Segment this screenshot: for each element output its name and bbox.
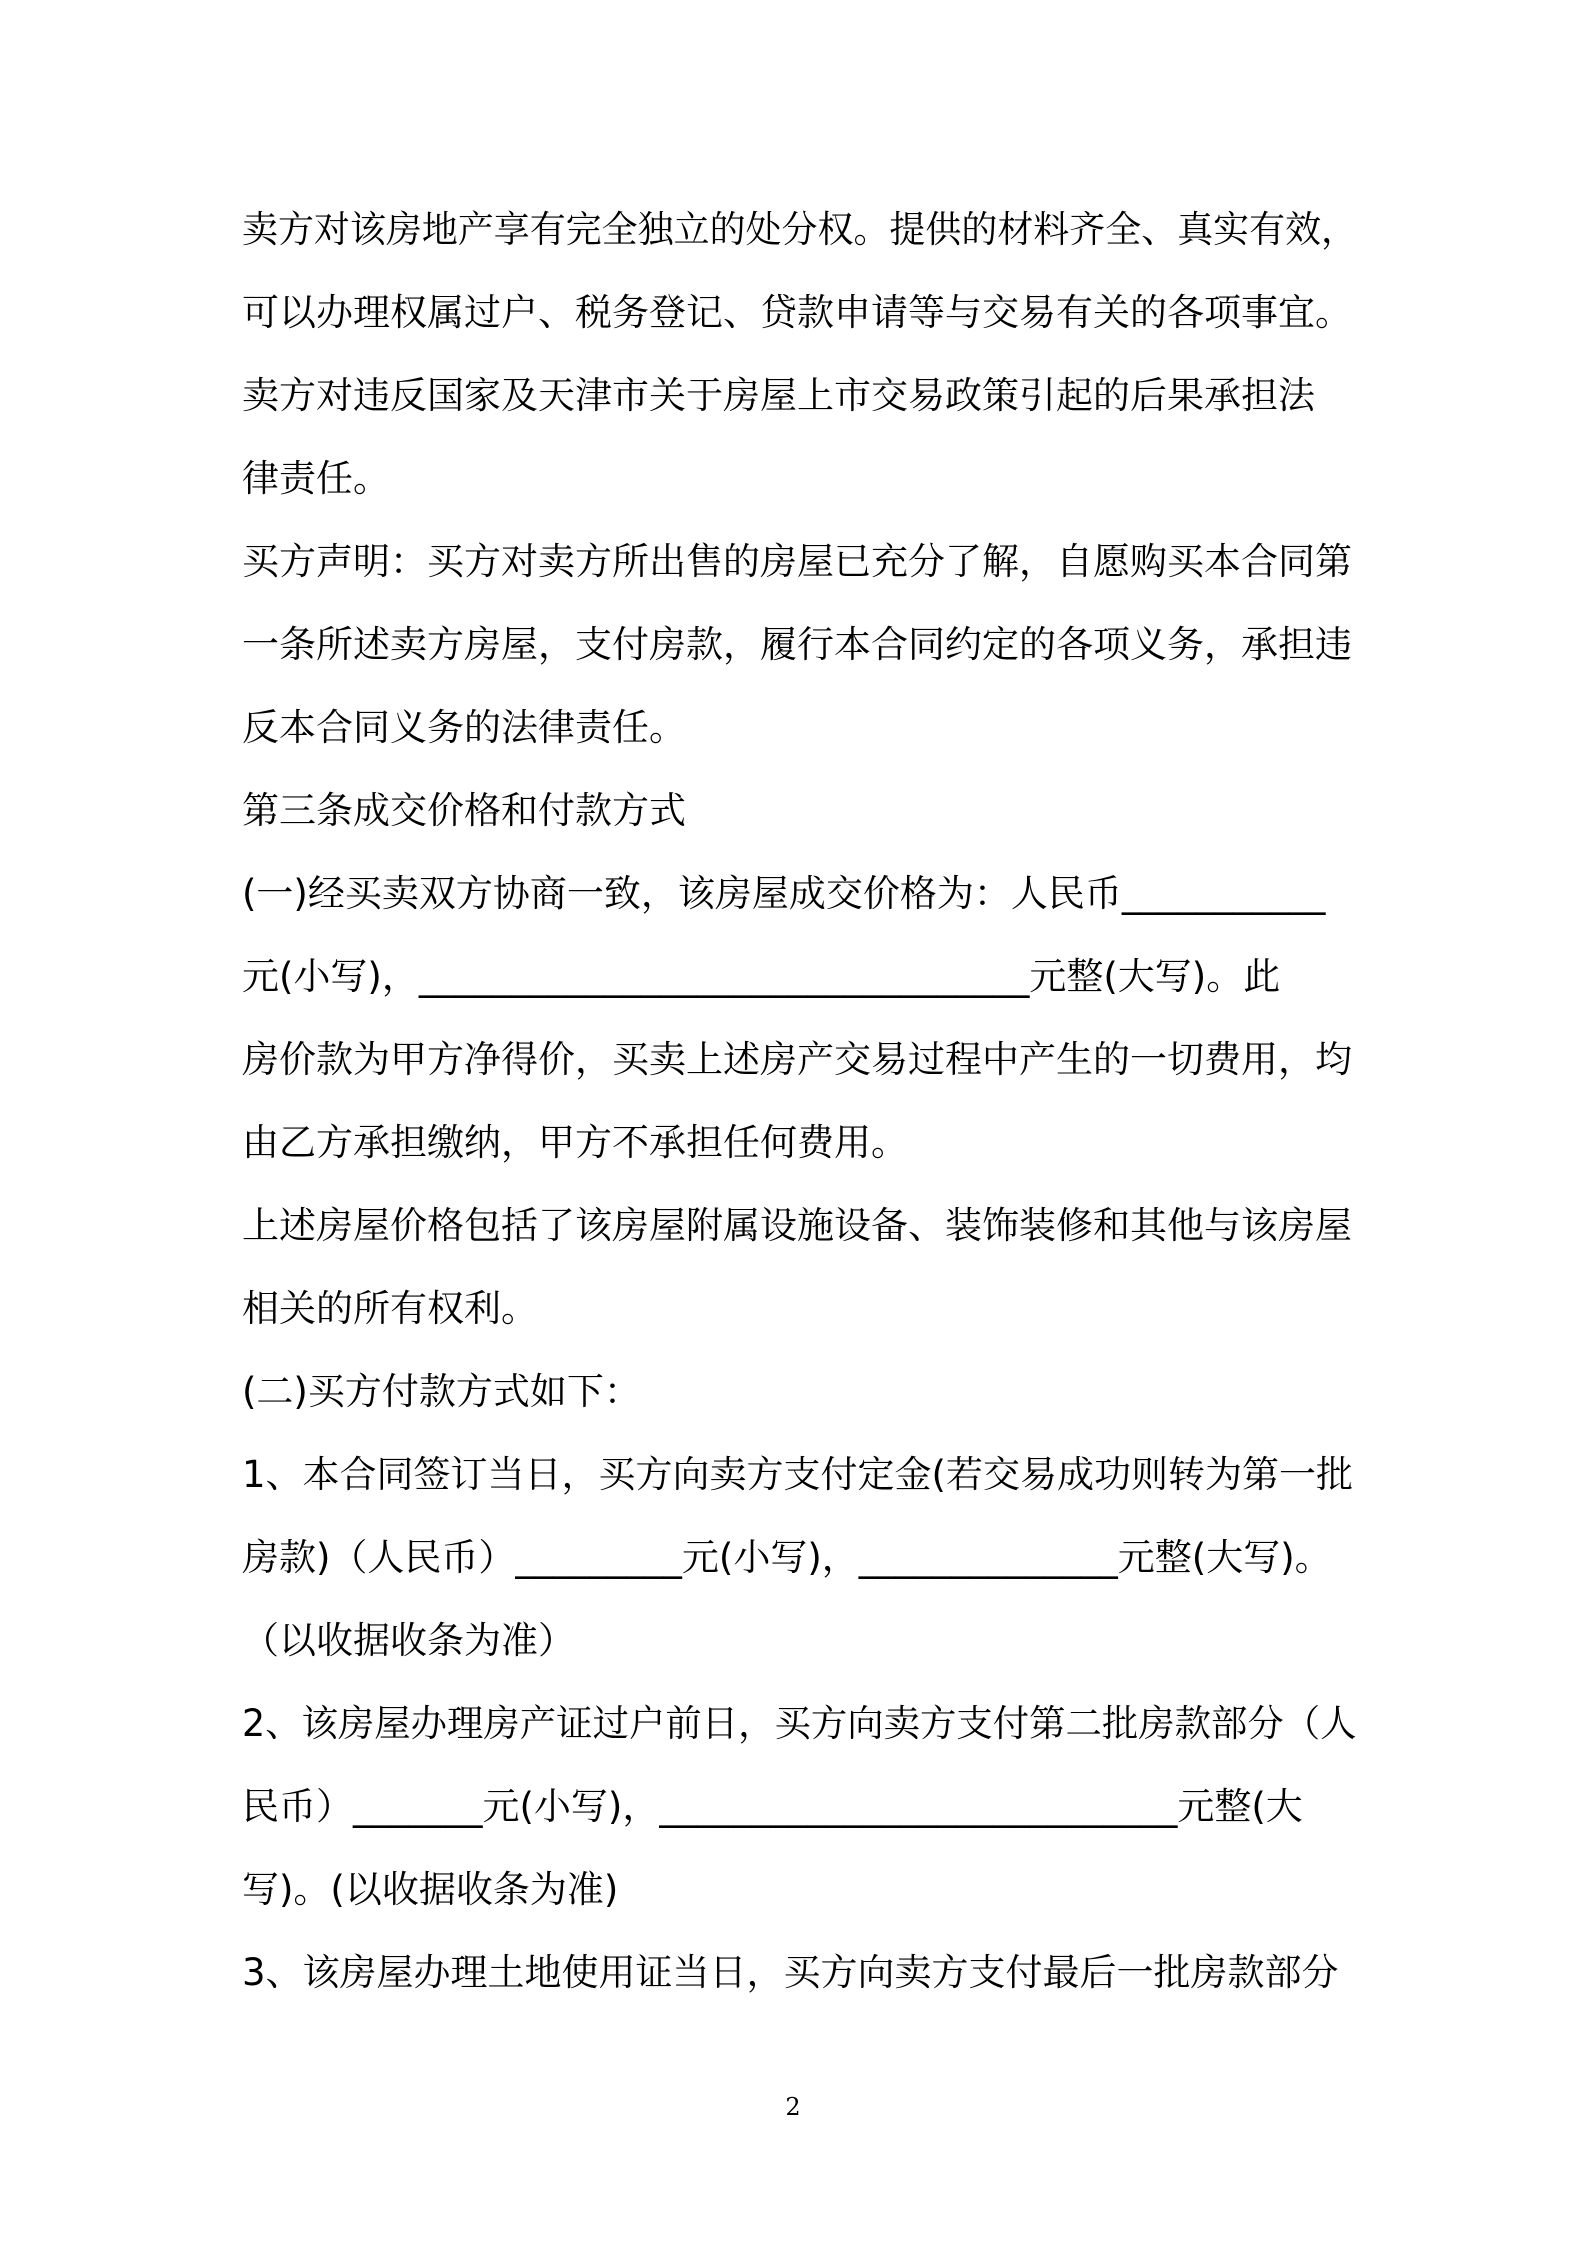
text-line: 民币）_______元(小写)，____________________________元整(大	[242, 1785, 1303, 1828]
text-line: 买方声明：买方对卖方所出售的房屋已充分了解，自愿购买本合同第	[242, 540, 1352, 583]
text-line: 律责任。	[242, 457, 390, 500]
text-line: （以收据收条为准）	[242, 1619, 575, 1662]
text-line: 写)。(以收据收条为准)	[242, 1868, 619, 1911]
text-line: 上述房屋价格包括了该房屋附属设施设备、装饰装修和其他与该房屋	[242, 1204, 1352, 1247]
text-line: 卖方对该房地产享有完全独立的处分权。提供的材料齐全、真实有效，	[242, 208, 1357, 251]
text-line: 一条所述卖方房屋，支付房款，履行本合同约定的各项义务，承担违	[242, 623, 1352, 666]
text-line: 1、本合同签订当日，买方向卖方支付定金(若交易成功则转为第一批	[242, 1453, 1353, 1496]
text-line: 相关的所有权利。	[242, 1287, 538, 1330]
text-line: 由乙方承担缴纳，甲方不承担任何费用。	[242, 1121, 908, 1164]
section-heading: 第三条成交价格和付款方式	[242, 789, 686, 832]
text-line: (二)买方付款方式如下：	[242, 1370, 641, 1413]
text-line: 房款)（人民币）_________元(小写)，______________元整(大写)。	[242, 1536, 1332, 1579]
page-number: 2	[785, 2093, 801, 2121]
text-line: 2、该房屋办理房产证过户前日，买方向卖方支付第二批房款部分（人	[242, 1702, 1357, 1745]
text-line: 元(小写)，_________________________________元整(大写)。此	[242, 955, 1281, 998]
text-line: 3、该房屋办理土地使用证当日，买方向卖方支付最后一批房款部分	[242, 1951, 1339, 1994]
text-line: 反本合同义务的法律责任。	[242, 706, 686, 749]
text-line: 卖方对违反国家及天津市关于房屋上市交易政策引起的后果承担法	[242, 374, 1315, 417]
text-line: 房价款为甲方净得价，买卖上述房产交易过程中产生的一切费用，均	[242, 1038, 1352, 1081]
text-line: (一)经买卖双方协商一致，该房屋成交价格为：人民币___________	[242, 872, 1326, 915]
text-line: 可以办理权属过户、税务登记、贷款申请等与交易有关的各项事宜。	[242, 291, 1352, 334]
